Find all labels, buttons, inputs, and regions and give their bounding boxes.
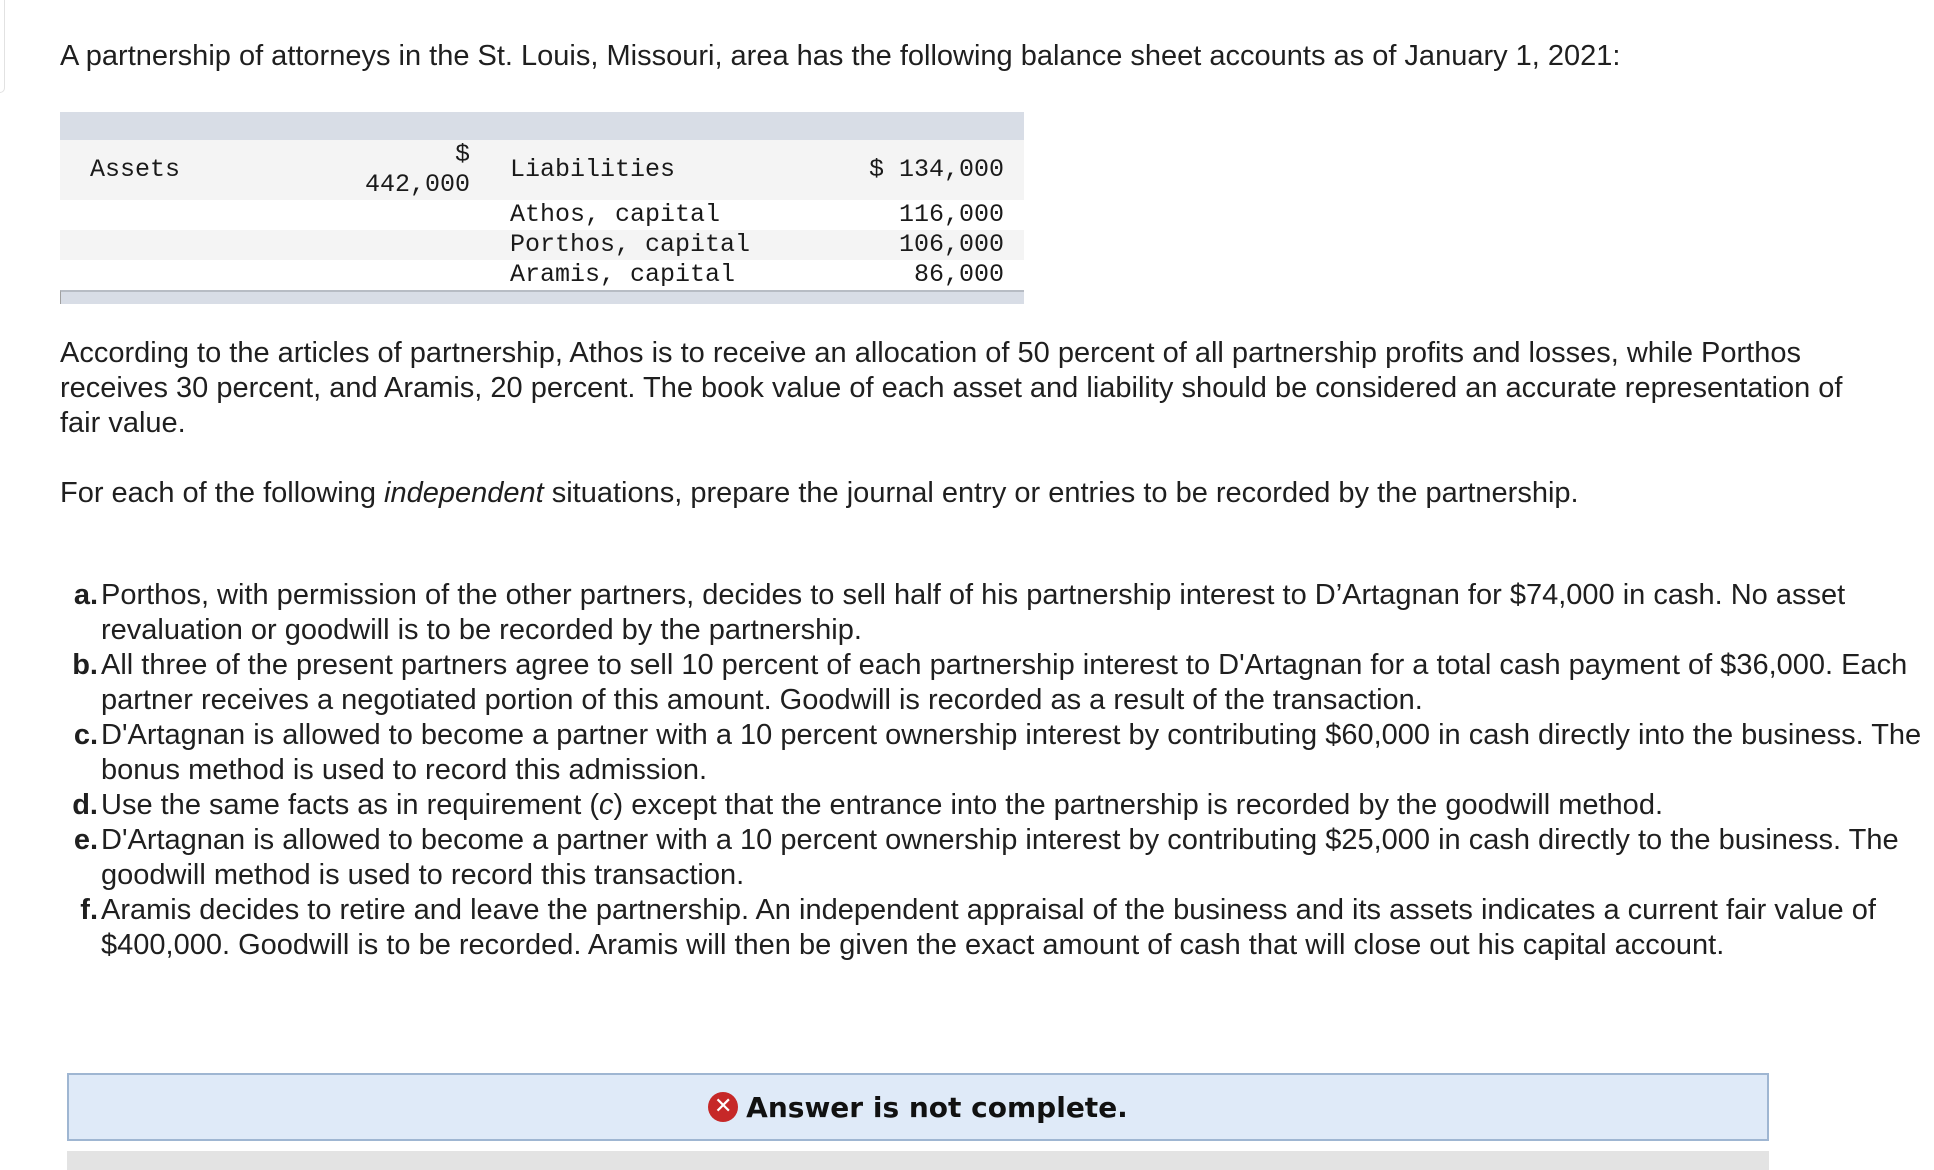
- assets-amount: $ 442,000: [360, 140, 470, 200]
- requirement-a: [64, 578, 1924, 648]
- account-label: Liabilities: [510, 140, 830, 200]
- requirement-e: [64, 823, 1924, 893]
- balance-sheet-row: [60, 140, 1024, 200]
- requirement-letter: f.: [80, 894, 98, 926]
- balance-sheet-footer-band: [60, 290, 1024, 304]
- instructions-paragraph: [60, 476, 1890, 511]
- requirement-b: [64, 648, 1924, 718]
- requirement-f: [64, 893, 1924, 963]
- allocation-paragraph: According to the articles of partnership, Athos is to receive an allocation of 50 percent of all partnership profits and losses, while Porthos receives 30 percent, and Aramis, 20 percent. The book value of each asset and liability should be considered an accurate representation of fair value.: [60, 337, 1843, 439]
- account-amount: $ 134,000: [830, 140, 1024, 200]
- account-amount: 116,000: [830, 200, 1024, 230]
- x-circle-icon: ✕: [708, 1092, 738, 1122]
- requirement-text: Aramis decides to retire and leave the partnership. An independent appraisal of the business and its assets indicates a current fair value of $400,000. Goodwill is to be recorded. Aramis will then be given the exact amount of cash that will close out his capital account.: [101, 894, 1876, 961]
- balance-sheet-header-band: [60, 112, 1024, 140]
- account-amount: 86,000: [830, 260, 1024, 290]
- requirements-list: [64, 578, 1924, 963]
- intro-text: A partnership of attorneys in the St. Louis, Missouri, area has the following balance sheet accounts as of January 1, 2021:: [60, 40, 1621, 72]
- account-label: Aramis, capital: [510, 260, 830, 290]
- balance-sheet: [60, 112, 1024, 304]
- balance-sheet-table: [60, 140, 1024, 290]
- answer-panel-band: [67, 1151, 1769, 1170]
- requirement-text: D'Artagnan is allowed to become a partner with a 10 percent ownership interest by contributing $60,000 in cash directly into the business. The bonus method is used to record this admission.: [101, 719, 1922, 786]
- account-label: Porthos, capital: [510, 230, 830, 260]
- account-amount: 106,000: [830, 230, 1024, 260]
- instructions-emphasis: independent: [384, 477, 544, 509]
- requirement-c: [64, 718, 1924, 788]
- instructions-text: situations, prepare the journal entry or entries to be recorded by the partnership.: [543, 477, 1579, 509]
- balance-sheet-row: [60, 200, 1024, 230]
- requirement-letter: b.: [72, 649, 98, 681]
- answer-status-text: Answer is not complete.: [746, 1090, 1128, 1124]
- left-edge-divider: [0, 0, 5, 93]
- answer-status-banner: [67, 1073, 1769, 1141]
- balance-sheet-row: [60, 260, 1024, 290]
- instructions-text: For each of the following: [60, 477, 385, 509]
- requirement-letter: d.: [72, 789, 98, 821]
- requirement-letter: e.: [73, 824, 98, 856]
- requirement-text: D'Artagnan is allowed to become a partner with a 10 percent ownership interest by contributing $25,000 in cash directly to the business. The goodwill method is used to record this transaction.: [101, 824, 1899, 891]
- requirement-letter: c.: [73, 719, 98, 751]
- requirement-letter: a.: [73, 579, 98, 611]
- requirement-text: All three of the present partners agree to sell 10 percent of each partnership interest to D'Artagnan for a total cash payment of $36,000. Each partner receives a negotiated portion of this amount. Goodwill is recorded as a result of the transaction.: [101, 649, 1908, 716]
- assets-label: Assets: [60, 140, 360, 200]
- requirement-d: [64, 788, 1924, 823]
- requirement-text: Use the same facts as in requirement (c) except that the entrance into the partnership is recorded by the goodwill method.: [101, 789, 1663, 821]
- balance-sheet-row: [60, 230, 1024, 260]
- account-label: Athos, capital: [510, 200, 830, 230]
- requirement-text: Porthos, with permission of the other partners, decides to sell half of his partnership interest to D’Artagnan for $74,000 in cash. No asset revaluation or goodwill is to be recorded by the partnership.: [101, 579, 1846, 646]
